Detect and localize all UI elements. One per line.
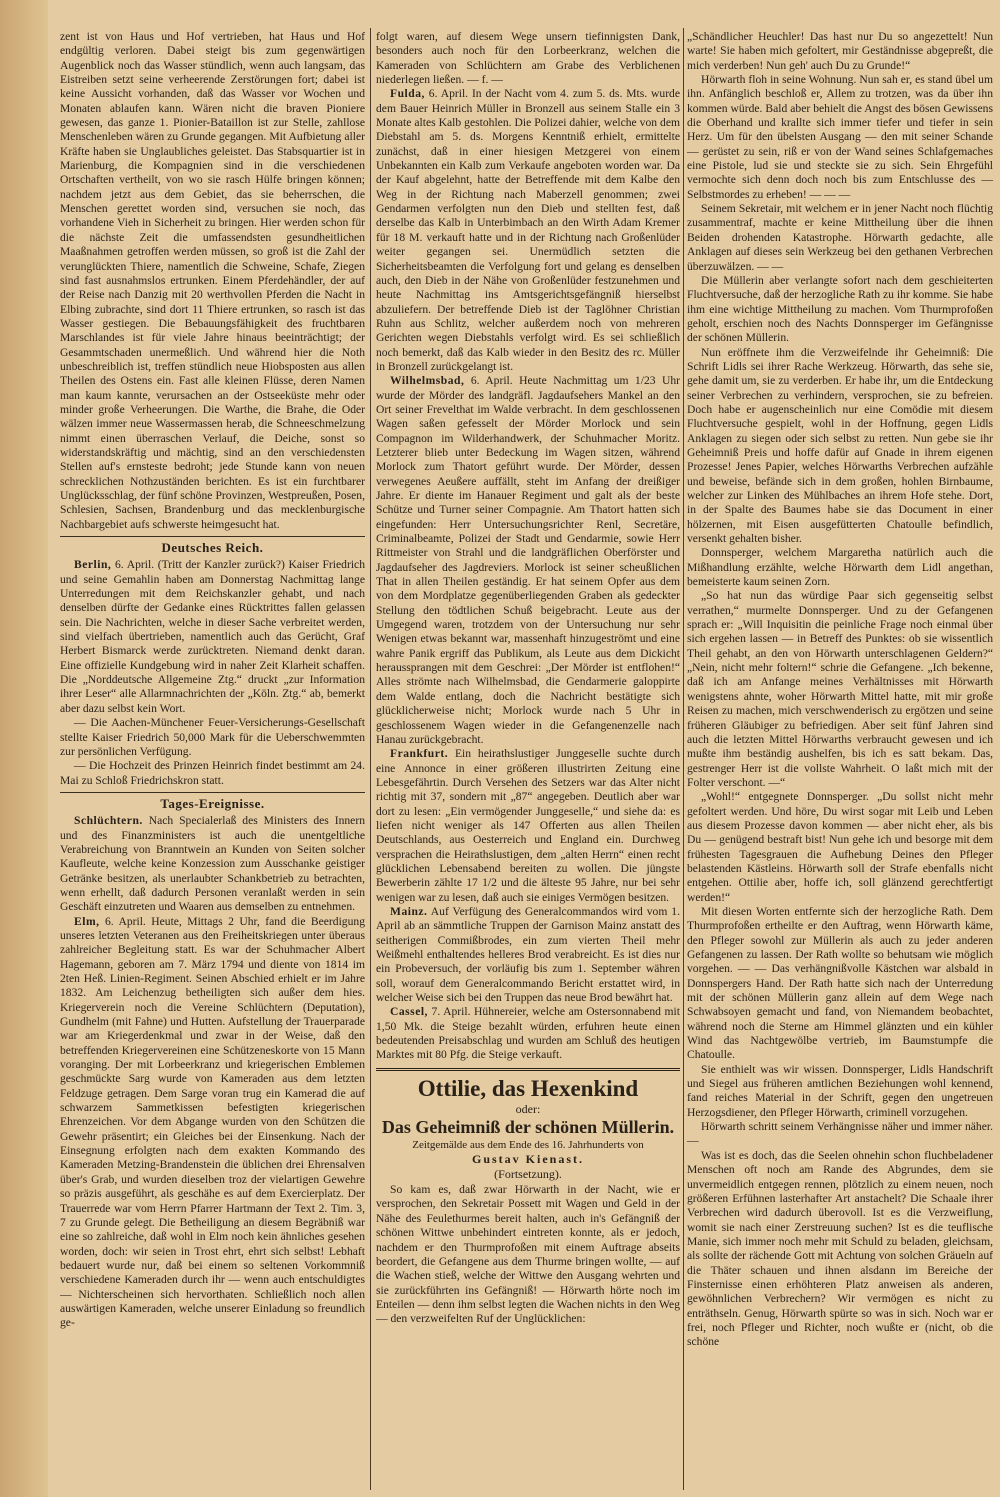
article-text: 6. April. Heute Nachmittag um 1/23 Uhr wurde der Mörder des landgräfl. Jagdaufsehers Mankel an den Ort seiner Frevelthat im Walde verbracht. In dem geschlossenen Wagen saßen gefesselt der Mörder Morlock und sein Compagnon im Wilderhandwerk, der Schuhmacher Moritz. Letzterer blieb unter Bedeckung im Wagen sitzen, während Morlock zum Thatort geführt wurde. Der Mörder, dessen verwegenes Aeußere auffällt, steht im Anfang der dreißiger Jahre. Er diente im Hanauer Regiment und galt als der beste Schütze und Turner seiner Compagnie. Am Thatort hatten sich eingefunden: Herr Untersuchungsrichter Renl, Secretäre, Criminalbeamte, Polizei der Stadt und Gendarmie, sowie Herr Rittmeister von Strahl und die landgräflichen Oberförster und Jagdaufseher des Jagdreviers. Morlock ist seiner scheußlichen That in allen Theilen geständig. Er hat seinem Opfer aus dem von dem Mordplatze gegenüberliegenden Graben als gedeckter Stellung den tödtlichen Schuß beigebracht. Leute aus der Umgegend waren, trotzdem von der Untersuchung nur sehr Wenigen etwas bekannt war, massenhaft hinzugeströmt und eine wahre Panik ergriff das Publikum, als Leute aus dem Dickicht heraussprangen mit dem Geschrei: „Der Mörder ist entflohen!“ Alles strömte nach Wilhelmsbad, die Gendarmerie galoppirte dem Walde entlang, doch die Nachricht bestätigte sich glücklicherweise nicht; Morlock wurde nach 5 Uhr in geschlossenem Wagen wieder in die Gefangenenzelle nach Hanau zurückgebracht. bbox=[376, 374, 680, 746]
divider bbox=[60, 536, 365, 537]
serial-continuation-note: (Fortsetzung). bbox=[494, 1166, 562, 1181]
serial-paragraph: Donnsperger, welchem Margaretha natürlich auch die Mißhandlung erzählte, welche Hörwarth dem Lidl angethan, bemeisterte kaum seinen Zorn. bbox=[687, 546, 993, 589]
column-3 bbox=[687, 30, 993, 1350]
page-edge bbox=[0, 0, 48, 1497]
serial-paragraph: „So hat nun das würdige Paar sich gegenseitig selbst verrathen,“ murmelte Donnsperger. Und zu der Gefangenen sprach er: „Will Inquisitin die peinliche Frage noch einmal über sich ergehen lassen — in Betreff des Punktes: ob sie wissentlich Theil gehabt, an den von Hörwarth unterschlagenen Geldern?“ „Nein, nicht mehr foltern!“ schrie die Gefangene. „Ich bekenne, daß ich am Anfange meines Verhältnisses mit Hörwarth wenigstens ahnte, woher Hörwarth Mittel hatte, mit mir große Reisen zu machen, mich verschwenderisch zu ergötzen und seine früheren Gläubiger zu befriedigen. Aber seit fünf Jahren sind auch die letzten Mittel Hörwarths verbraucht gewesen und ich mußte ihm beständig aushelfen, bis ich es satt bekam. Das, gestrenger Herr ist die vollste Wahrheit. O laßt mich mit der Folter verschont. —“ bbox=[687, 589, 993, 789]
dateline: Schlüchtern. bbox=[74, 814, 143, 828]
serial-title: Ottilie, das Hexenkind bbox=[417, 1075, 639, 1101]
column-rule bbox=[683, 28, 684, 1490]
article-berlin bbox=[60, 558, 365, 716]
article-text: Auf Verfügung des Generalcommandos wird vom 1. April ab an sämmtliche Truppen der Garnison Mainz anstatt des seitherigen Commißbrodes, ein zum vierten Theil mehr Weißmehl enthaltendes helleres Brod verabreicht. Es ist dies nur ein Probeversuch, der vorläufig bis zum 1. September währen soll, worauf dem Generalcommando Bericht erstattet wird, in welcher Weise sich bei den Truppen das neue Brod bewährt hat. bbox=[376, 904, 680, 1005]
article-schluechtern bbox=[60, 814, 365, 914]
serial-paragraph: Mit diesen Worten entfernte sich der herzogliche Rath. Dem Thurmprofoßen ertheilte er den Auftrag, wenn Hörwarth käme, den Pfleger sowohl zur Müllerin als auch zu jeder anderen Gefangenen zu lassen. Der Rath wollte so behutsam wie möglich vorgehen. — — Das verhängnißvolle Kästchen war alsbald in Donnspergers Hand. Der Rath hatte sich nach der Unterredung mit der schönen Müllerin ganz allein auf dem Wege nach Schwabsoyen gemacht und fand, von Niemandem beobachtet, während noch die Sterne am Himmel glänzten und ein kühler Wind das Nachtgewölbe vertrieb, im Baumstumpfe die Chatoulle. bbox=[687, 904, 993, 1062]
article-text: 7. April. Hühnereier, welche am Ostersonnabend mit 1,50 Mk. die Steige bezahlt würden, erfuhren heute einen bedeutenden Preisabschlag und wurden am Schluß des heutigen Marktes mit 80 Pfg. die Steige verkauft. bbox=[376, 1005, 680, 1062]
serial-paragraph: So kam es, daß zwar Hörwarth in der Nacht, wie er versprochen, den Sekretair Possett mit Wagen und Geld in der Nähe des Feulethurmes bereit halten, auch in's Gefängniß der schönen Wittwe unbehindert eintreten konnte, als er jedoch, nachdem er den Thurmprofoßen mit einem Auftrage abseits beordert, die Gefangene aus dem Thurme bringen wollte, — auf die Wachen stieß, welche der Wittwe den Ausgang wehrten und sie zurückführten ins Gefängniß! — Hörwarth hörte noch im Enteilen — denn ihm selbst legten die Wachen nichts in den Weg — den verzweifelten Ruf der Unglücklichen: bbox=[376, 1183, 680, 1326]
section-heading-deutsches-reich: Deutsches Reich. bbox=[161, 540, 264, 556]
serial-paragraph: Hörwarth floh in seine Wohnung. Nun sah er, es stand übel um ihn. Anfänglich beschloß er, Allem zu trotzen, was da über ihn kommen würde. Bald aber behielt die Angst des bösen Gewissens die Oberhand und krallte sich immer tiefer und tiefer in sein Herz. Um für den übelsten Ausgang — den mit seiner Schande — gerüstet zu sein, riß er von der Wand seines Schlafgemaches eine Pistole, lud sie und steckte sie zu sich. Sein Ehrgefühl vermochte sich denn doch noch bis zum Entschlusse des — Selbstmordes zu erheben! — — — bbox=[687, 73, 993, 201]
article-text: 6. April. (Tritt der Kanzler zurück?) Kaiser Friedrich und seine Gemahlin haben am Donnerstag Nachmittag lange Unterredungen mit dem Reichskanzler gehabt, und nach denselben dürfte der Gedanke eines Rücktrittes fallen gelassen sein. Die Nachrichten, welche in dieser Sache verbreitet werden, sind vielfach übertrieben, namentlich auch das Gerücht, Graf Herbert Bismarck werde zurücktreten. Niemand denkt daran. Eine offizielle Kundgebung wird in naher Zeit Klarheit schaffen. Die „Norddeutsche Allgemeine Ztg.“ druckt „zur Information ihrer Leser“ alle Allarmnachrichten der „Köln. Ztg.“ ab, bemerkt aber dazu selbst kein Wort. bbox=[60, 558, 365, 715]
article-frankfurt bbox=[376, 747, 680, 905]
article-fulda bbox=[376, 87, 680, 374]
article-wilhelmsbad bbox=[376, 374, 680, 747]
article-text: Ein heirathslustiger Junggeselle suchte durch eine Annonce in einer größeren illustrirten Zeitung eine Lebesgefährtin. Durch Versehen des Setzers war das Alter nicht richtig mit 37, sondern mit „87“ angegeben. Deutlich aber war dort zu lesen: „Ein vermögender Junggeselle,“ und siehe da: es liefen nicht weniger als 147 Offerten aus allen Theilen Deutschlands, aus Oesterreich und England ein. Durchweg versprachen die Heirathslustigen, dem „alten Herrn“ einen recht glücklichen Lebensabend bereiten zu wollen. Die jüngste Bewerberin zählte 17 1/2 und die älteste 95 Jahre, nur bei sehr wenigen war zu lesen, daß auch sie einiges Vermögen besitzen. bbox=[376, 747, 680, 904]
column-1 bbox=[60, 30, 365, 1331]
article-aachen: — Die Aachen-Münchener Feuer-Versicherungs-Gesellschaft stellte Kaiser Friedrich 50,000 Mark für die Ueberschwemmten zur persönlichen Verfügung. bbox=[60, 716, 365, 758]
dateline: Mainz. bbox=[390, 904, 428, 918]
serial-paragraph: „Wohl!“ entgegnete Donnsperger. „Du sollst nicht mehr gefoltert werden. Und höre, Du wirst sogar mit Leib und Leben aus diesem Prozesse davon kommen — aber nicht eher, als bis Du — genügend bestraft bist! Nun gehe ich und besorge mit dem frühesten Tagesgrauen die Aufhebung Deines den Pfleger belastenden Kästleins. Hörwarth soll der Strafe ebenfalls nicht entgehen. Ottilie aber, hoffe ich, soll glänzend gerechtfertigt werden!“ bbox=[687, 790, 993, 904]
article-mainz bbox=[376, 905, 680, 1005]
article-continuation: folgt waren, auf diesem Wege unsern tiefinnigsten Dank, besonders auch noch für den Lorbeerkranz, welchen die Kameraden von Schlüchtern am Grabe des Verblichenen niederlegen ließen. — f. — bbox=[376, 30, 680, 87]
serial-description: Zeitgemälde aus dem Ende des 16. Jahrhunderts von bbox=[412, 1139, 644, 1152]
divider bbox=[60, 792, 365, 793]
serial-paragraph: Nun eröffnete ihm die Verzweifelnde ihr Geheimniß: Die Schrift Lidls sei ihrer Rache Werkzeug. Hörwarth, das sehe sie, gehe damit um, sie zu verderben. Er habe ihr, um die Entdeckung seiner Verbrechen zu verhindern, versprochen, sie zu befreien. Doch habe er augenscheinlich nur eine Comödie mit diesem Fluchtversuche gespielt, wohl in der Hoffnung, gegen Lidls Anklagen zu siegen oder sich selbst zu retten. Nun gebe sie ihr Geheimniß Preis und hoffe dafür auf Gnade in ihrem eigenen Prozesse! Jenes Papier, welches Hörwarths Verbrechen aufzähle und beweise, befände sich in dem großen, hohlen Birnbaume, welcher zur Linken des Mühlbaches an ihrem Hofe stehe. Dort, in der Spalte des Baumes habe sie das Document in einer hölzernen, mit Eisen ausgefütterten Chatoulle befindlich, versenkt gehalten bisher. bbox=[687, 345, 993, 546]
serial-paragraph: Sie enthielt was wir wissen. Donnsperger, Lidls Handschrift und Siegel aus früheren amtlichen Beziehungen wohl kennend, fand reiches Material in der Schrift, gegen den ungetreuen Herzogsdiener, den Pfleger Hörwarth, criminell vorzugehen. bbox=[687, 1062, 993, 1119]
dateline: Fulda, bbox=[390, 87, 425, 101]
article-hochzeit: — Die Hochzeit des Prinzen Heinrich findet bestimmt am 24. Mai zu Schloß Friedrichskron statt. bbox=[60, 759, 365, 787]
serial-paragraph: Seinem Sekretair, mit welchem er in jener Nacht noch flüchtig zusammentraf, machte er keine Mittheilung über die ihnen Beiden drohenden Katastrophe. Hörwarth gedachte, alle Anklagen auf dieses sein Werkzeug bei den gethanen Verbrechen überzuwälzen. — — bbox=[687, 202, 993, 273]
article-elm bbox=[60, 915, 365, 1331]
serial-paragraph: Hörwarth schritt seinem Verhängnisse näher und immer näher. — bbox=[687, 1120, 993, 1148]
article-flood: zent ist von Haus und Hof vertrieben, hat Haus und Hof endgültig verloren. Dabei steigt bis zum gegenwärtigen Augenblick noch das Wasser stündlich, wenn auch langsam, das Eistreiben setzt seine verheerende Zerstörungen fort; dabei ist keine Aussicht vorhanden, daß das Wasser vor Wochen und Monaten ablaufen kann. Wären nicht die braven Pioniere gewesen, das ganze 1. Pionier-Bataillon ist zur Stelle, zahllose Menschenleben wären zu Grunde gegangen. Mit Aufbietung aller Kräfte haben sie Unglaubliches geleistet. Das Stabsquartier ist in Marienburg, die Kompagnien sind in die verschiedenen Ortschaften vertheilt, von wo sie rasch Hülfe bringen können; nachdem jetzt aus dem Gebiet, das sie beherrschen, die Menschen gerettet worden sind, versuchen sie noch, das vorhandene Vieh in Sicherheit zu bringen. Hier werden schon für die nächste Zeit die umfassendsten gesundheitlichen Maaßnahmen getroffen werden müssen, so groß ist die Zahl der verunglückten Thiere, namentlich die Schweine, Schafe, Ziegen sind fast ausnahmslos ertrunken. Einem Pferdehändler, der auf der Reise nach Danzig mit 20 werthvollen Pferden die Nacht in Elbing zubrachte, sind dort 11 Thiere ertrunken, so rasch ist das Wasser gestiegen. Die Bebauungsfähigkeit des fruchtbaren Marschlandes ist für viele Jahre hinaus beeinträchtigt; der Gesammtschaden unermeßlich. Und während hier die Noth unbeschreiblich ist, treffen stündlich neue Hiobsposten aus allen Theilen des Ostens ein. Fast alle kleinen Flüsse, deren Namen man kaum kannte, verursachen an der Ostseeküste mehr oder minder große Verheerungen. Die Warthe, die Brahe, die Oder wälzen immer neue Wassermassen herab, die Schneeschmelzung nimmt einen überraschen Verlauf, die Deiche, sonst so widerstandskräftig und mächtig, sind an den verschiedensten Stellen auf's ernsteste bedroht; jede Stunde kann von neuen schrecklichen Nothzuständen berichten. Es ist ein furchtbarer Unglücksschlag, der fünf schöne Provinzen, Westpreußen, Posen, Schlesien, Sachsen, Brandenburg und das mecklenburgische Nachbargebiet aufs schwerste heimgesucht hat. bbox=[60, 30, 365, 531]
serial-subtitle: Das Geheimniß der schönen Müllerin. bbox=[381, 1117, 675, 1138]
column-2 bbox=[376, 30, 680, 1327]
serial-paragraph: „Schändlicher Heuchler! Das hast nur Du so angezettelt! Nun warte! Sie haben mich gefoltert, mir Geständnisse abgepreßt, die mich verderben! Nun geh' auch Du zu Grunde!“ bbox=[687, 30, 993, 72]
serial-author: Gustav Kienast. bbox=[471, 1152, 584, 1167]
article-cassel bbox=[376, 1005, 680, 1062]
serial-oder: oder: bbox=[515, 1101, 541, 1116]
dateline: Berlin, bbox=[74, 558, 112, 572]
dateline: Cassel, bbox=[390, 1005, 428, 1019]
dateline: Wilhelmsbad, bbox=[390, 374, 465, 388]
section-heading-tages-ereignisse: Tages-Ereignisse. bbox=[160, 795, 265, 811]
dateline: Frankfurt. bbox=[390, 747, 449, 761]
serial-header bbox=[376, 1068, 680, 1181]
serial-paragraph: Die Müllerin aber verlangte sofort nach dem geschieiterten Fluchtversuche, daß der herzogliche Rath zu ihr komme. Sie habe ihm eine wichtige Mittheilung zu machen. Vom Thurmprofoßen geholt, erschien noch des Nachts Donnsperger im Gefängnisse der schönen Müllerin. bbox=[687, 273, 993, 345]
dateline: Elm, bbox=[74, 914, 100, 928]
column-rule bbox=[370, 28, 371, 1490]
article-text: 6. April. In der Nacht vom 4. zum 5. ds. Mts. wurde dem Bauer Heinrich Müller in Bronzell aus seinem Stalle ein 3 Monate altes Kalb gestohlen. Die Polizei dahier, welche von dem Diebstahl am 5. ds. Morgens Kenntniß erhielt, ermittelte zunächst, daß in einer hiesigen Metzgerei von einem Unbekannten ein Kalb zum Verkaufe angeboten worden war. Da der Kauf abgelehnt, hatte der Betreffende mit dem Kalbe den Weg in der Richtung nach Maberzell genommen; zwei Gendarmen verfolgten nun den Dieb und stellten fest, daß derselbe das Kalb in Unterbimbach an den Wirth Adam Kremer für 18 M. verkauft hatte und in der Richtung nach Großenlüder weiter gegangen sei. Unermüdlich setzten die Sicherheitsbeamten die Verfolgung fort und gelang es denselben auch, den Dieb in der Nähe von Großenlüder festzunehmen und heute Nachmittag ins Amtsgerichtsgefängniß hierselbst abzuliefern. Der betreffende Dieb ist der Taglöhner Christian Ruhn aus Schlitz, welcher außerdem noch von mehreren Gerichten wegen Diebstahls verfolgt wird. Es sei schließlich noch bemerkt, daß das Kalb wieder in den Besitz des rc. Müller in Bronzell zurückgelangt ist. bbox=[376, 87, 680, 373]
article-text: 6. April. Heute, Mittags 2 Uhr, fand die Beerdigung unseres letzten Veteranen aus den Freiheitskriegen unter überaus zahlreicher Begleitung statt. Es war der Schuhmacher Albert Hagemann, geboren am 7. März 1794 und diente von 1814 im 2ten Heß. Linien-Regiment. Seinen Abschied erhielt er im Jahre 1832. Am Leichenzug betheiligten sich außer dem hies. Kriegerverein noch die Vereine Schlüchtern (Deputation), Gundhelm (mit Fahne) und Hutten. Aufstellung der Trauerparade war am Kriegerdenkmal und zwar in der Weise, daß den betreffenden Kriegervereinen eine Schützeneskorte von 15 Mann voranging. Der mit Lorbeerkranz und kriegerischen Emblemen geschmückte Sarg wurde von Kameraden aus dem letzten Feldzuge getragen. Dem Sarge voran trug ein Kamerad die auf schwarzem Sammetkissen befestigten kriegerischen Ehrenzeichen. Vor dem Abgange wurden von den Schützen die Gewehr präsentirt; ein Gleiches bei der Einsenkung. Nach der Einsegnung erfolgten nach dem exakten Kommando des Kameraden Metzing-Brandenstein die üblichen drei Ehrensalven über's Grab, und wurden dieselben troz der vielartigen Gewehre so präzis ausgeführt, als geschähe es auf dem Exercierplatz. Der Trauerrede war vom Herrn Pfarrer Hartmann der Text 2. Tim. 3, 7 zu Grunde gelegt. Die Betheiligung an diesem Begräbniß war eine so zahlreiche, daß wohl in Elm noch kein ähnliches gesehen worden, doch: wir seien in Trost ehrt, ehrt sich selbst! Lebhaft bedauert wurde nur, daß bei einem so seltenen Vorkommniß verschiedene Kameraden durch ihr — wenn auch entschuldigtes — Nichterscheinen sich hervorthaten. Schließlich noch allen auswärtigen Kameraden, welche unserer Einladung so freundlich ge- bbox=[60, 914, 365, 1330]
serial-paragraph: Was ist es doch, das die Seelen ohnehin schon fluchbeladener Menschen oft noch am Rande des Abgrundes, dem sie unvermeidlich entgegen rennen, plötzlich zu einem neuen, noch größeren Erfühnen lasterhafter Art anstachelt? Die Schaale ihrer Verbrechen wird dadurch überovoll. Ist es die Verzweiflung, womit sie nach einer Zerstreuung suchen? Ist es die teuflische Manie, sich immer noch mehr mit Schuld zu beladen, gleichsam, als sollte der rächende Gott mit Achtung von solchen Gräueln auf die Thäter schauen und ihnen alsdann im Bereiche der Finsternisse einen erhöhteren Platz anweisen als anderen, gewöhnlichen Verbrechern? Wir vermögen es nicht zu enträthseln. Genug, Hörwarth spürte so was in sich. Noch war er frei, noch Pfleger und Richter, noch wußte er (nicht, ob die schöne bbox=[687, 1148, 993, 1349]
article-text: Nach Specialerlaß des Ministers des Innern und des Finanzministers ist auch die unentgeltliche Verabreichung von Branntwein an Kunden von Seiten solcher Kaufleute, welche keine Konzession zum Ausschanke geistiger Getränke besitzen, als unerlaubter Schankbetrieb zu betrachten, wenn erhellt, daß dadurch Personen veranlaßt werden in sein Geschäft einzutreten und Waaren aus demselben zu entnehmen. bbox=[60, 814, 365, 914]
